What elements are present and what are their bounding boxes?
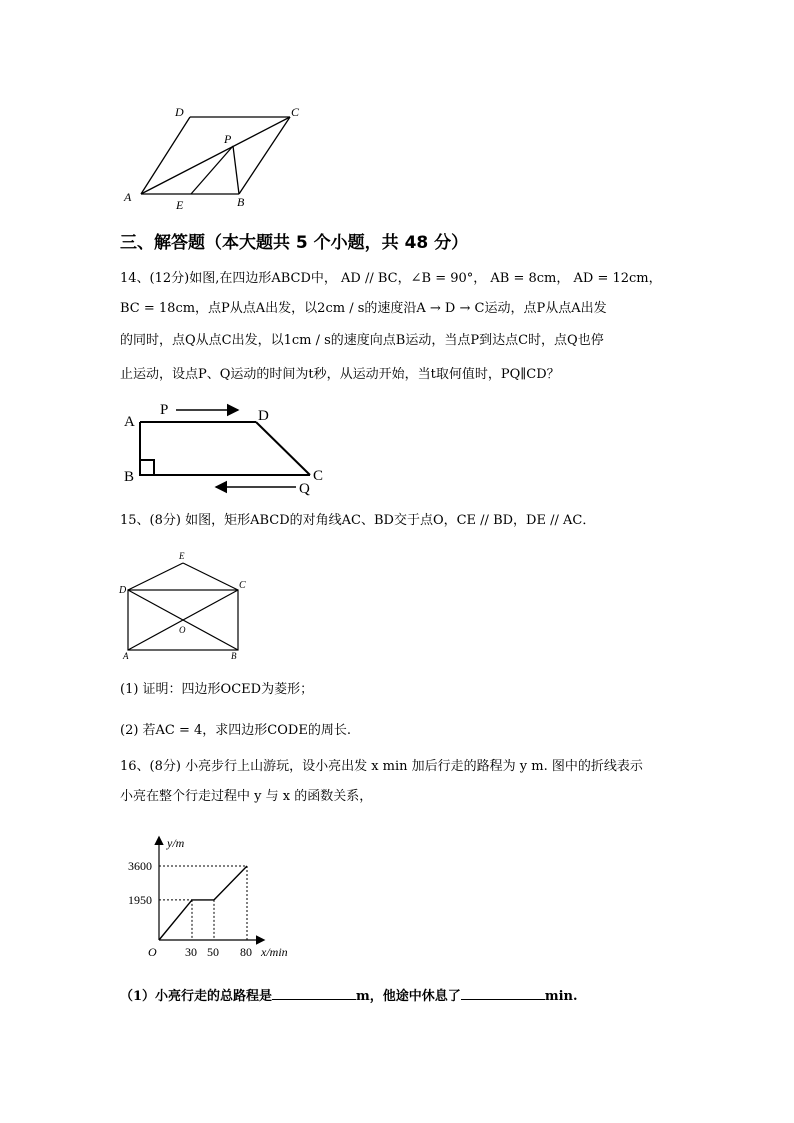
seg-AD [141, 117, 190, 194]
label-Q: Q [299, 481, 310, 497]
label-A: A [124, 190, 132, 204]
seg-CB [239, 117, 290, 194]
y-axis-label: y/m [167, 836, 185, 850]
q16-line1: 16、(8分) 小亮步行上山游玩，设小亮出发 x min 加后行走的路程为 y m. 图中的折线表示 [120, 759, 643, 774]
label-P: P [224, 132, 232, 146]
q16-part1-c: min. [544, 989, 578, 1004]
y-tick-label-1950: 1950 [128, 892, 152, 907]
figure-parallelogram [115, 100, 315, 215]
label-B: B [124, 469, 135, 485]
y-tick-label-3600: 3600 [128, 859, 152, 873]
figure-trapezoid [118, 398, 338, 498]
seg-DE [128, 563, 183, 590]
label-C: C [291, 105, 300, 119]
q14-line1: 14、(12分)如图,在四边形ABCD中， AD // BC，∠B = 90°， AB = 8cm， AD = 12cm， [120, 271, 662, 286]
answer-blank-total-distance[interactable] [272, 985, 356, 1000]
right-angle-mark [140, 460, 154, 475]
label-E: E [176, 198, 184, 212]
figure-rectangle [115, 548, 255, 663]
x-tick-label-50: 50 [207, 945, 219, 959]
q15-part1: (1) 证明：四边形OCED为菱形； [120, 682, 314, 697]
x-tick-label-30: 30 [185, 945, 197, 959]
q16-part1-b: m，他途中休息了 [356, 989, 461, 1004]
q15-line1: 15、(8分) 如图，矩形ABCD的对角线AC、BD交于点O，CE // BD，DE // AC． [120, 513, 596, 528]
q15-part2: (2) 若AC = 4，求四边形CODE的周长. [120, 723, 351, 738]
data-series-line [159, 866, 247, 940]
label-C: C [313, 468, 324, 484]
label-P: P [160, 402, 169, 418]
seg-DC [256, 422, 310, 475]
q14-line4: 止运动，设点P、Q运动的时间为t秒，从运动开始，当t取何值时，PQ∥CD？ [120, 367, 560, 382]
label-O: O [179, 625, 186, 635]
q16-part1 [120, 982, 680, 1012]
label-E: E [179, 551, 185, 561]
label-B: B [237, 195, 245, 209]
label-D: D [119, 585, 127, 596]
q14-line3: 的同时，点Q从点C出发，以1cm / s的速度向点B运动，当点P到达点C时，点Q也停 [120, 333, 604, 348]
label-A: A [123, 651, 129, 661]
origin-label: O [148, 945, 157, 959]
x-tick-label-80: 80 [240, 945, 252, 959]
seg-PB [233, 146, 239, 194]
x-axis-label: x/min [261, 945, 288, 959]
q16-part1-a: （1）小亮行走的总路程是 [120, 989, 273, 1004]
label-D: D [175, 105, 184, 119]
label-B: B [231, 651, 237, 661]
seg-PE [191, 146, 233, 194]
label-C: C [239, 580, 246, 591]
q16-line2: 小亮在整个行走过程中 y 与 x 的函数关系， [120, 789, 373, 804]
label-D: D [258, 408, 269, 424]
answer-blank-rest-time[interactable] [461, 985, 545, 1000]
q14-line2: BC = 18cm，点P从点A出发，以2cm / s的速度沿A → D → C运动，点P从点A出发 [120, 301, 607, 316]
section-title: 三、解答题（本大题共 5 个小题，共 48 分） [120, 233, 469, 253]
label-A: A [124, 414, 135, 430]
line-chart [115, 832, 315, 967]
seg-CE [183, 563, 238, 590]
seg-AC [141, 117, 290, 194]
